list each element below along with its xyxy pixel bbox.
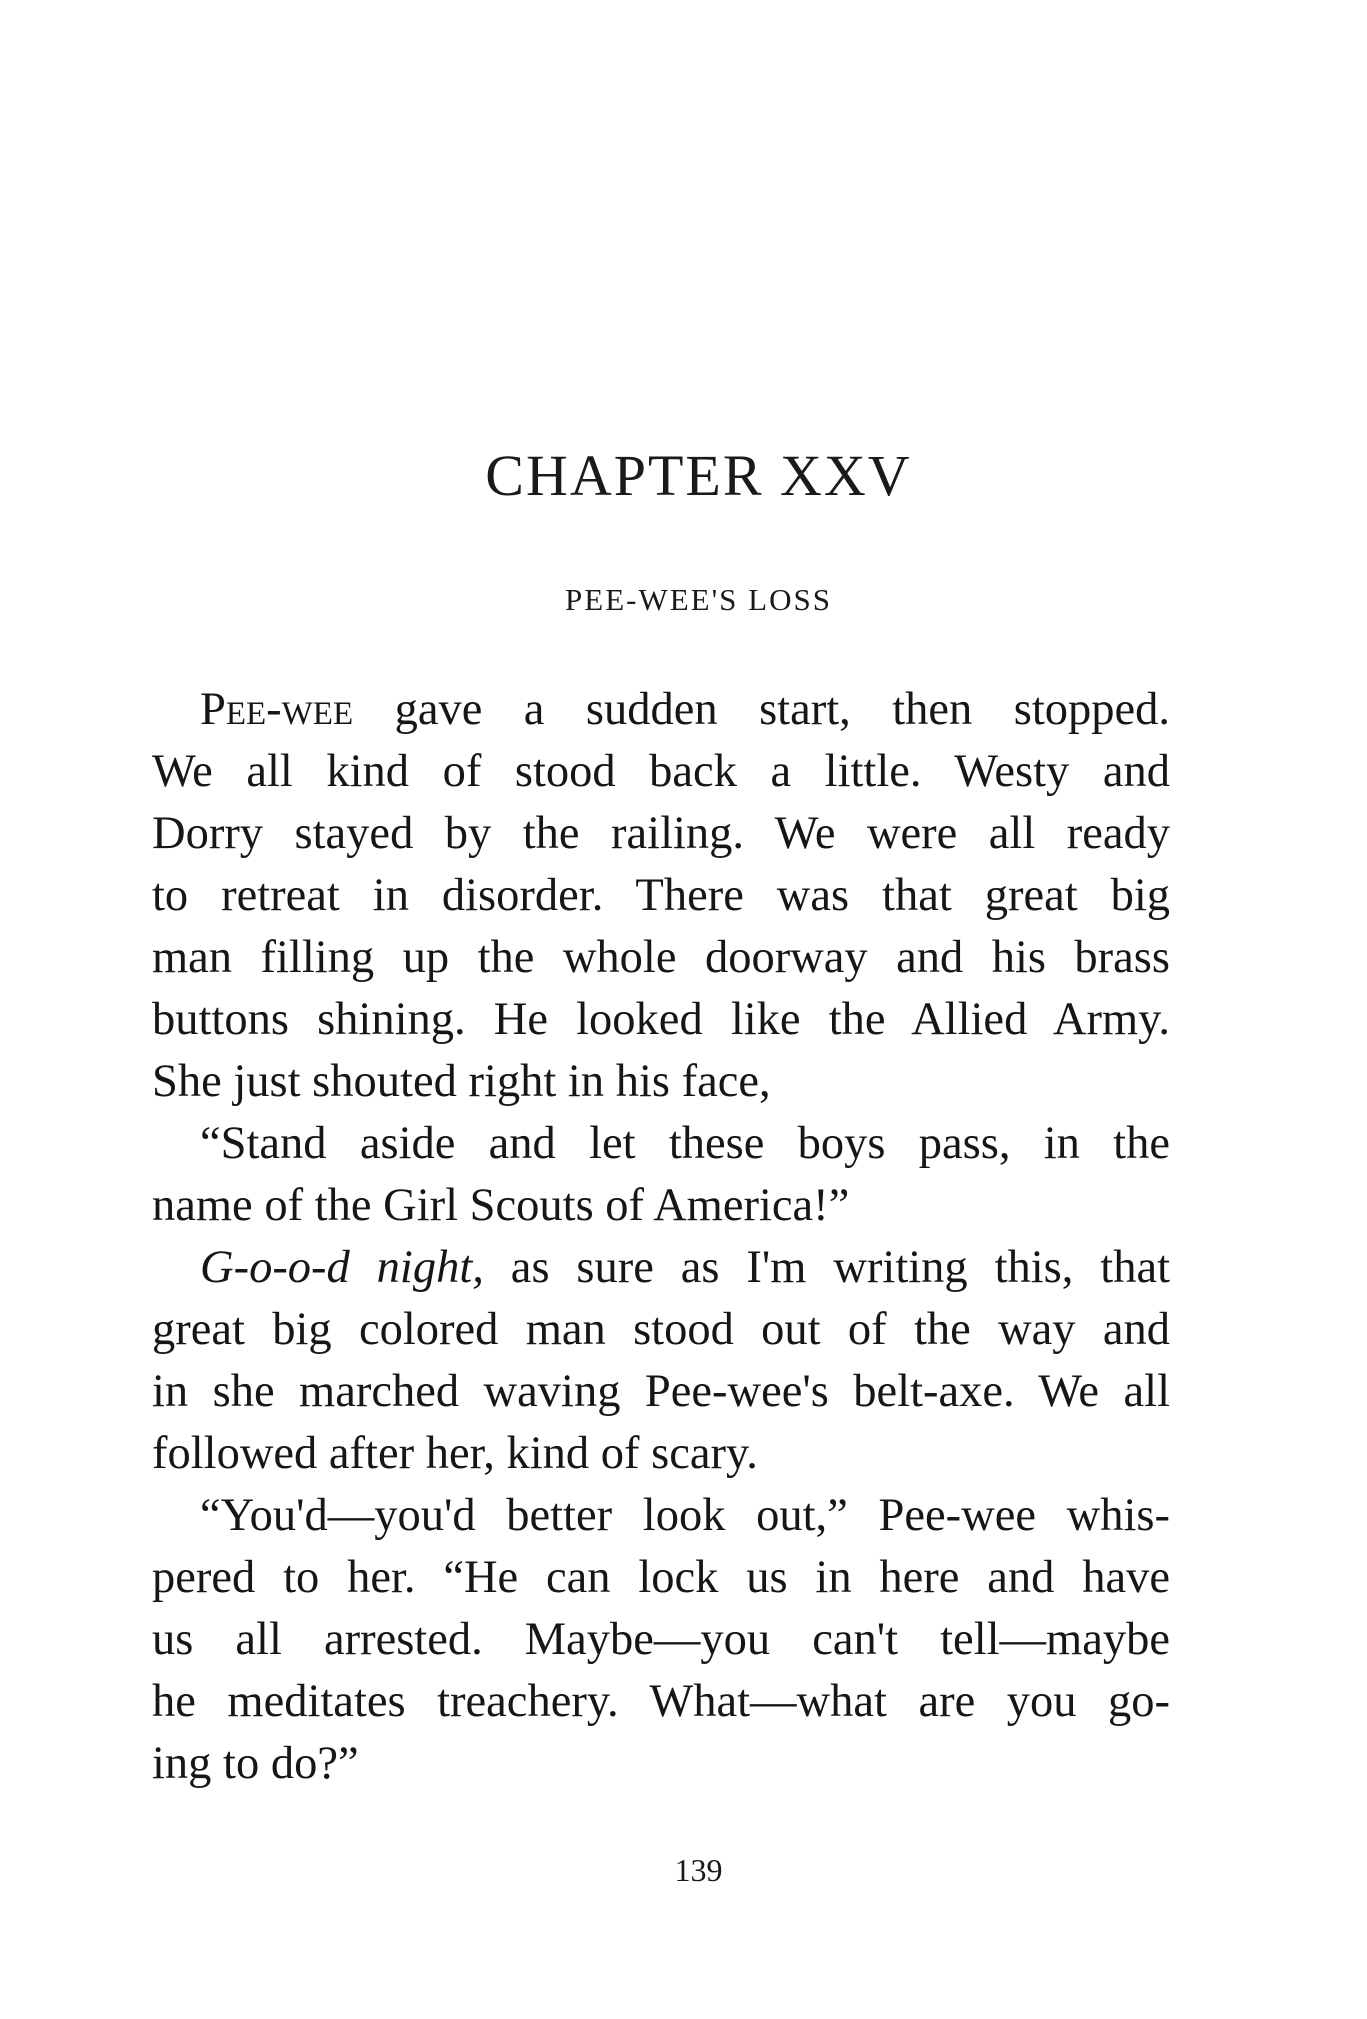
paragraph-1-line-1 — [200, 680, 1170, 740]
italic-exclamation: G-o-o-d night, — [200, 1242, 484, 1293]
paragraph-2-line-2: name of the Girl Scouts of America!” — [152, 1180, 850, 1231]
paragraph-1-line-2: We all kind of stood back a little. Westy and — [152, 746, 1170, 797]
paragraph-1-line-7: She just shouted right in his face, — [152, 1056, 771, 1107]
paragraph-1-line-5: man filling up the whole doorway and his brass — [152, 932, 1170, 983]
paragraph-3-line-1 — [200, 1238, 1170, 1298]
paragraph-4-line-4: he meditates treachery. What—what are you go- — [152, 1676, 1170, 1727]
paragraph-4-line-3: us all arrested. Maybe—you can't tell—maybe — [152, 1614, 1170, 1665]
paragraph-4-line-2: pered to her. “He can lock us in here and have — [152, 1552, 1170, 1603]
paragraph-4-line-1: “You'd—you'd better look out,” Pee-wee whis- — [200, 1490, 1170, 1541]
paragraph-3-line-1-text: as sure as I'm writing this, that — [483, 1242, 1170, 1293]
paragraph-2-line-1: “Stand aside and let these boys pass, in the — [200, 1118, 1170, 1169]
paragraph-3-line-3: in she marched waving Pee-wee's belt-axe. We all — [152, 1366, 1170, 1417]
chapter-subtitle: PEE-WEE'S LOSS — [565, 582, 832, 617]
paragraph-3-line-4: followed after her, kind of scary. — [152, 1428, 758, 1479]
paragraph-1-line-3: Dorry stayed by the railing. We were all ready — [152, 808, 1170, 859]
page-number: 139 — [674, 1852, 723, 1888]
opening-word: Pee-wee — [200, 684, 354, 735]
paragraph-1-line-1-text: gave a sudden start, then stopped. — [353, 684, 1170, 735]
paragraph-3-line-2: great big colored man stood out of the way and — [152, 1304, 1170, 1355]
paragraph-1-line-6: buttons shining. He looked like the Allied Army. — [152, 994, 1170, 1045]
paragraph-4-line-5: ing to do?” — [152, 1738, 359, 1789]
chapter-title: CHAPTER XXV — [485, 443, 912, 508]
paragraph-1-line-4: to retreat in disorder. There was that great big — [152, 870, 1170, 921]
